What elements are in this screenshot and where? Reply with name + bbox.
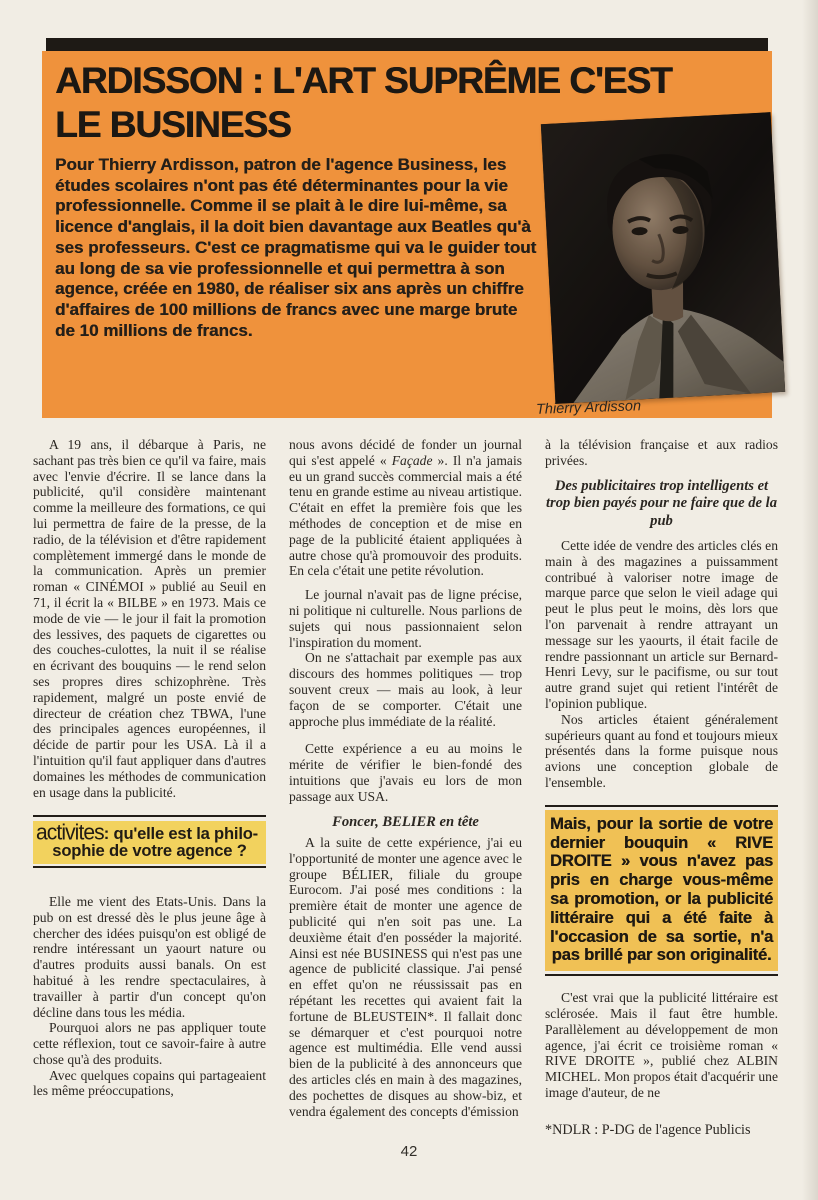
- body-paragraph: Pourquoi alors ne pas appliquer toute cette réflexion, tout ce savoir-faire à autre chose qu'à des produits.: [33, 1020, 266, 1067]
- question-highlight: Mais, pour la sortie de votre dernier bouquin « RIVE DROITE » vous n'avez pas pris en charge vous-même sa promotion, or la publicité littéraire qui a été faite à l'occasion de sa sortie, n'a pas brillé par son originalité.: [545, 810, 778, 971]
- journal-name-italic: Façade: [391, 452, 433, 468]
- body-paragraph: A 19 ans, il débarque à Paris, ne sachant pas très bien ce qu'il va faire, mais avec l'envie d'écrire. Il se lance dans la publicité, qu'il considère maintenant comme la meilleure des formations, ce qui lui permettra de faire de la presse, de la radio, de la télévision et d'être rapidement complètement immergé dans le monde de la communication. Après un premier roman « CINÉMOI » publié au Seuil en 71, il écrit la « BILBE » en 1973. Mais ce mode de vie — le jour il fait la promotion des lessives, des paquets de cigarettes ou des couches-culottes, la nuit il se réalise en écrivant des bouquins — le rend selon ses propres dires schizophrène. Très rapidement, malgré un poste envié de directeur de création chez TBWA, l'une des principales agences européennes, il décide de partir pour les USA. Là il a l'intuition qu'il faut appliquer dans d'autres domaines les méthodes de communication en usage dans la publicité.: [33, 437, 266, 800]
- body-paragraph: Avec quelques copains qui partageaient les même préoccupations,: [33, 1067, 266, 1099]
- portrait-photo: [541, 112, 785, 404]
- body-paragraph: A la suite de cette expérience, j'ai eu l'opportunité de monter une agence avec le groupe BÉLIER, filiale du groupe Eurocom. J'ai posé mes conditions : la première était de monter une agence de publicité qui n'en soit pas une. La deuxième était d'en posséder la majorité. Ainsi est née BUSINESS qui n'est pas une agence de publicité classique. J'ai pensé en effet qu'on ne réussissait pas en répétant les recettes qui avaient fait la fortune de BLEUSTEIN*. Il fallait donc se démarquer et c'est pourquoi notre agence est multimédia. Elle vend aussi bien de la publicité à des annonceurs que des articles clés en main à des magazines, des pochettes de disques au show-biz, et vendra également des concepts d'émission: [289, 835, 522, 1119]
- question-text-line2: sophie de votre agence ?: [52, 841, 247, 861]
- body-paragraph: Nos articles étaient généralement supérieurs quant au fond et toujours mieux présentés dans la forme puisque nous avions une conception globale de l'ensemble.: [545, 711, 778, 791]
- body-paragraph: C'est vrai que la publicité littéraire est sclérosée. Mais il faut être humble. Parallèlement au développement de mon agence, j'ai écrit ce troisième roman « RIVE DROITE », publié chez ALBIN MICHEL. Mon propos était d'acquérir une image d'auteur, de ne: [545, 990, 778, 1100]
- question-highlight: [33, 821, 266, 864]
- question-text-line1: : qu'elle est la philo-: [103, 824, 259, 844]
- divider-rule: [545, 805, 778, 807]
- text-column-1: [33, 437, 266, 1099]
- article-title-line1: ARDISSON : L'ART SUPRÊME C'EST: [55, 60, 672, 101]
- article-title-line2: LE BUSINESS: [55, 104, 291, 145]
- interviewer-question-box: [545, 805, 778, 976]
- article-intro: Pour Thierry Ardisson, patron de l'agence Business, les études scolaires n'ont pas été déterminantes pour la vie professionnelle. Comme il se plait à le dire lui-même, sa licence d'anglais, il la doit bien davantage aux Beatles qu'à ses professeurs. C'est ce pragmatisme qui va le guider tout au long de sa vie professionnelle et qui permettra à son agence, créée en 1980, de réaliser six ans après un chiffre d'affaires de 100 millions de francs avec une marge brute de 10 millions de francs.: [55, 155, 537, 340]
- body-paragraph: à la télévision française et aux radios privées.: [545, 437, 778, 468]
- text-column-2: [289, 437, 522, 1119]
- divider-rule: [33, 815, 266, 817]
- section-subhead: Foncer, BELIER en tête: [332, 813, 479, 830]
- body-paragraph: Cette idée de vendre des articles clés en main à des magazines a puissamment contribué à valoriser notre image de marque parce que selon le vieil adage qui peut le plus peut le moins, dès lors que l'on parvenait à rendre attrayant un message sur les yaourts, il était facile de rendre passionnant un article sur Bernard-Henri Levy, sur le pacifisme, ou sur tout autre grand sujet qui retient l'intérêt de l'opinion publique.: [545, 538, 778, 712]
- body-paragraph: [289, 437, 522, 579]
- editor-footnote: *NDLR : P-DG de l'agence Publicis: [545, 1121, 751, 1138]
- page-number: 42: [400, 1143, 418, 1160]
- top-black-bar: [46, 38, 768, 51]
- question-box-philosophy: [33, 815, 266, 868]
- paragraph-text: nous avons décidé de fonder un journal qui s'est appelé «: [289, 437, 522, 468]
- section-subhead: Des publicitaires trop intelligents et trop bien payés pour ne faire que de la pub: [545, 477, 778, 529]
- body-paragraph: Elle me vient des Etats-Unis. Dans la pub on est dressé dès le plus jeune âge à chercher des idées puisqu'on est obligé de rendre intéressant un yaourt nature ou d'autres produits aussi banals. On est habitué à les rendre spectaculaires, à travailler à partir d'un concept qu'on décline dans tous les média.: [33, 893, 266, 1020]
- body-paragraph: On ne s'attachait par exemple pas aux discours des hommes politiques — trop souvent creux — mais au look, à leur façon de se comporter. C'était une approche plus immédiate de la réalité.: [289, 650, 522, 729]
- body-paragraph: Cette expérience a eu au moins le mérite de vérifier le bien-fondé des intuitions que j'avais eu lors de mon passage aux USA.: [289, 741, 522, 804]
- portrait-photo-illustration: [541, 112, 785, 404]
- body-paragraph: Le journal n'avait pas de ligne précise, ni politique ni culturelle. Nous parlions de sujets qui nous passionnaient selon l'inspiration du moment.: [289, 587, 522, 650]
- photo-caption: Thierry Ardisson: [535, 398, 642, 418]
- magazine-logo-word: activites: [36, 820, 104, 845]
- paragraph-text: ». Il n'a jamais eu un grand succès commercial mais a été tenu en grande estime au niveau artistique. C'était en effet la première fois que les méthodes de conception et de mise en page de la publicité étaient appliquées à autre chose qu'à promouvoir des produits. En cela c'était une petite révolution.: [289, 452, 523, 579]
- text-column-3: [545, 437, 778, 1139]
- divider-rule: [33, 866, 266, 868]
- divider-rule: [545, 974, 778, 976]
